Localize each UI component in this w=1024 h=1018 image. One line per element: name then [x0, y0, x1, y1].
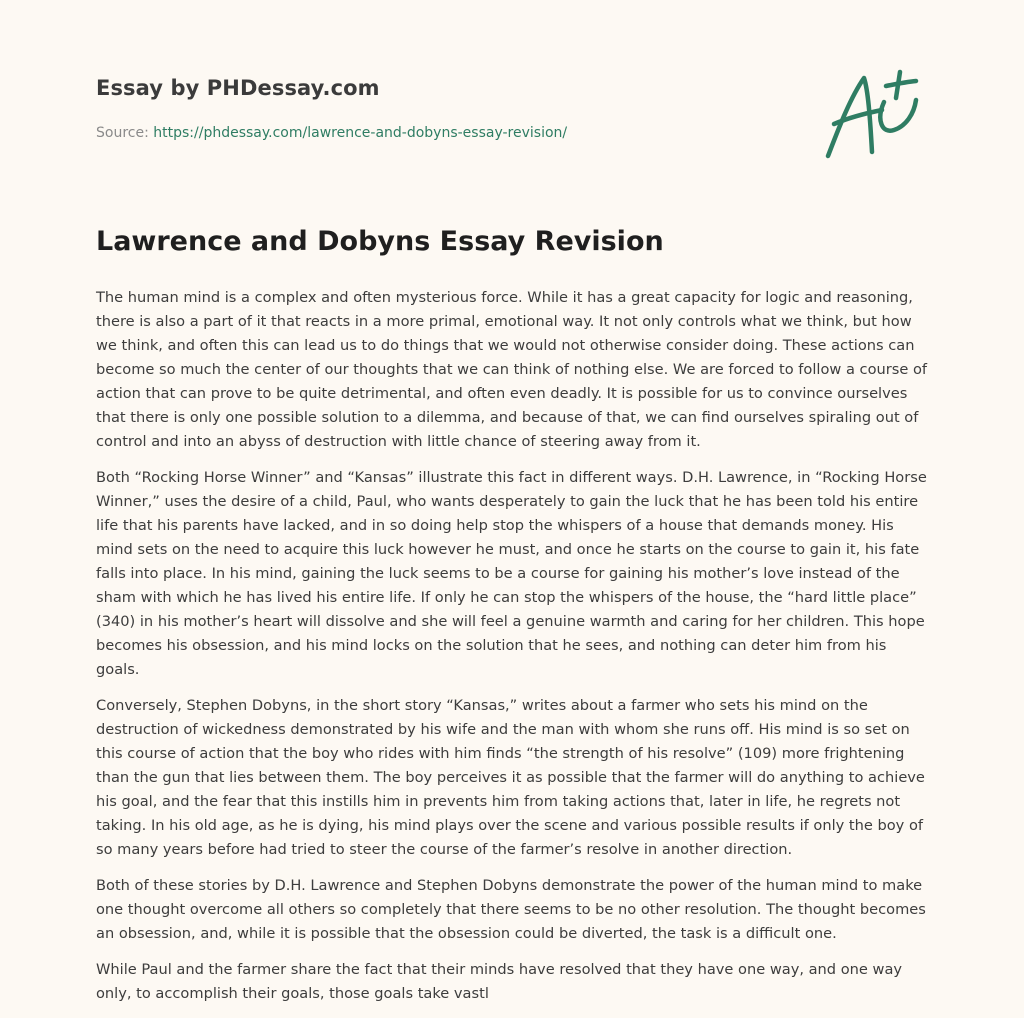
essay-paragraph: The human mind is a complex and often mysterious force. While it has a great capacity for logic and reasoning, there is also a part of it that reacts in a more primal, emotional way. It not only controls what we think, but how we think, and often this can lead us to do things that we would not otherwise consider doing. These actions can become so much the center of our thoughts that we can think of nothing else. We are forced to follow a course of action that can prove to be quite detrimental, and often even deadly. It is possible for us to convince ourselves that there is only one possible solution to a dilemma, and because of that, we can find ourselves spiraling out of control and into an abyss of destruction with little chance of steering away from it. [96, 289, 928, 450]
site-brand: Essay by PHDessay.com [96, 76, 380, 100]
essay-body [96, 286, 932, 1018]
essay-title: Lawrence and Dobyns Essay Revision [96, 226, 664, 257]
essay-paragraph: Conversely, Stephen Dobyns, in the short story “Kansas,” writes about a farmer who sets his mind on the destruction of wickedness demonstrated by his wife and the man with whom she runs off. His mind is so set on this course of action that the boy who rides with him finds “the strength of his resolve” (109) more frightening than the gun that lies between them. The boy perceives it as possible that the farmer will do anything to achieve his goal, and the fear that this instills him in prevents him from taking actions that, later in life, he regrets not taking. In his old age, as he is dying, his mind plays over the scene and various possible results if only the boy of so many years before had tried to steer the course of the farmer’s resolve in another direction. [96, 697, 925, 858]
source-label: Source: [96, 125, 154, 141]
essay-paragraph: Both of these stories by D.H. Lawrence and Stephen Dobyns demonstrate the power of the human mind to make one thought overcome all others so completely that there seems to be no other resolution. The thought becomes an obsession, and, while it is possible that the obsession could be diverted, the task is a difficult one. [96, 877, 926, 942]
essay-page [96, 0, 932, 1012]
source-line [96, 125, 567, 141]
a-plus-grade-icon [824, 68, 924, 162]
essay-paragraph: Both “Rocking Horse Winner” and “Kansas” illustrate this fact in different ways. D.H. Lawrence, in “Rocking Horse Winner,” uses the desire of a child, Paul, who wants desperately to gain the luck that he has been told his entire life that his parents have lacked, and in so doing help stop the whispers of a house that demands money. His mind sets on the need to acquire this luck however he must, and once he starts on the course to gain it, his fate falls into place. In his mind, gaining the luck seems to be a course for gaining his mother’s love instead of the sham with which he has lived his entire life. If only he can stop the whispers of the house, the “hard little place” (340) in his mother’s heart will dissolve and she will feel a genuine warmth and caring for her children. This hope becomes his obsession, and his mind locks on the solution that he sees, and nothing can deter him from his goals. [96, 469, 927, 678]
page-header [96, 0, 932, 180]
source-link[interactable]: https://phdessay.com/lawrence-and-dobyns-essay-revision/ [153, 125, 568, 141]
essay-paragraph: While Paul and the farmer share the fact that their minds have resolved that they have one way, and one way only, to accomplish their goals, those goals take vastl [96, 961, 903, 1002]
